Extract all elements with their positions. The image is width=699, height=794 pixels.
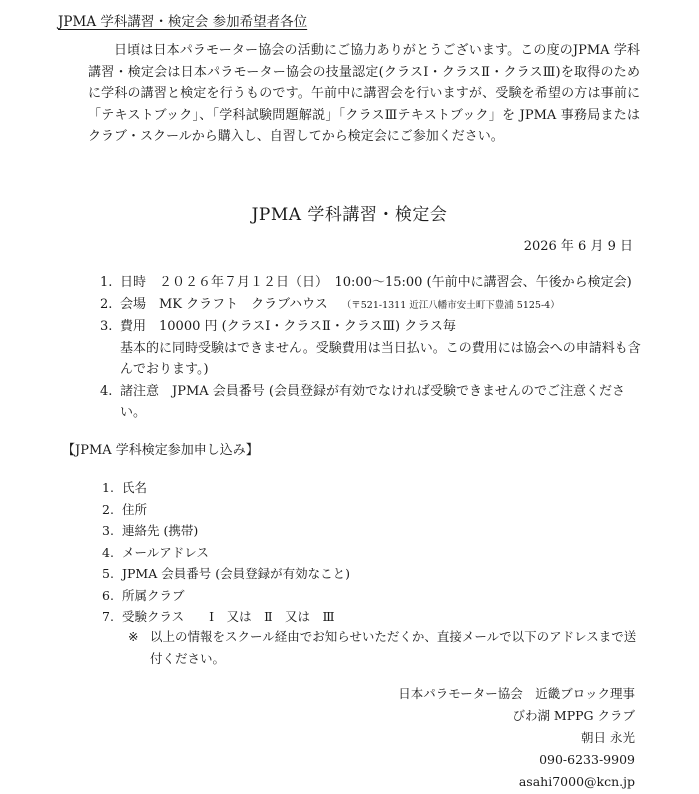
document-header: JPMA 学科講習・検定会 参加希望者各位 <box>58 14 308 30</box>
item-text: 連絡先 (携帯) <box>122 523 199 538</box>
list-item <box>102 542 642 564</box>
page-title: JPMA 学科講習・検定会 <box>251 205 448 225</box>
item-number: 2. <box>102 501 114 517</box>
item-text: 住所 <box>122 501 148 517</box>
item-number: 7. <box>102 609 114 624</box>
detail-number: 4. <box>100 383 113 399</box>
application-section-title: 【JPMA 学科検定参加申し込み】 <box>62 443 259 458</box>
item-number: 3. <box>102 523 114 538</box>
list-item <box>102 585 642 607</box>
item-text: JPMA 会員番号 (会員登録が有効なこと) <box>122 566 350 581</box>
note-mark: ※ <box>128 629 139 644</box>
detail-item-venue <box>100 294 645 317</box>
detail-body <box>120 316 645 381</box>
list-item <box>102 606 642 628</box>
detail-number: 2. <box>100 296 113 312</box>
intro-paragraph: 日頃は日本パラモーター協会の活動にご協力ありがとうございます。この度のJPMA 学科講習・検定会は日本パラモーター協会の技量認定(クラスⅠ・クラスⅡ・クラスⅢ)を取得のために学科の講習と検定を行うものです。午前中に講習会を行いますが、受験を希望の方は事前に「テキストブック」、「学科試験問題解説」「クラスⅢテキストブック」を JPMA 事務局またはクラブ・スクールから購入し、自習してから検定会にご参加ください。 <box>88 43 640 144</box>
note-text: 以上の情報をスクール経由でお知らせいただくか、直接メールで以下のアドレスまで送付ください。 <box>150 629 637 666</box>
item-text: 所属クラブ <box>122 587 185 603</box>
document-date: 2026 年 6 月 9 日 <box>523 239 633 254</box>
signature-email: asahi7000@kcn.jp <box>518 774 635 789</box>
signature-block <box>398 683 635 793</box>
venue-address: （〒521-1311 近江八幡市安土町下豊浦 5125-4） <box>341 299 560 311</box>
application-fields-list <box>102 477 642 628</box>
list-item <box>102 499 642 521</box>
signature-organization: 日本パラモーター協会 近畿ブロック理事 <box>398 686 635 701</box>
detail-subtext: 基本的に同時受験はできません。受験費用は当日払い。この費用には協会への申請料も含んでおります。) <box>120 340 641 377</box>
item-number: 4. <box>102 544 114 560</box>
detail-text: 会場 MK クラフト クラブハウス <box>120 296 328 312</box>
item-text: 受験クラス Ⅰ 又は Ⅱ 又は Ⅲ <box>122 609 335 624</box>
detail-text: 日時 ２０２６年７月１２日（日） 10:00～15:00 (午前中に講習会、午後から検定会) <box>120 275 632 290</box>
item-text: メールアドレス <box>122 544 209 560</box>
list-item <box>102 520 642 542</box>
detail-number: 3. <box>100 319 113 334</box>
detail-text: 費用 10000 円 (クラスⅠ・クラスⅡ・クラスⅢ) クラス毎 <box>120 319 456 334</box>
detail-item-datetime <box>100 272 645 294</box>
item-number: 5. <box>102 566 114 581</box>
item-number: 1. <box>102 480 114 495</box>
detail-text: 諸注意 JPMA 会員番号 (会員登録が有効でなければ受験できませんのでご注意ください。 <box>120 383 625 420</box>
item-number: 6. <box>102 587 114 603</box>
detail-body <box>120 294 645 317</box>
detail-item-fee <box>100 316 645 381</box>
event-details-list <box>100 272 645 424</box>
signature-club: びわ湖 MPPG クラブ <box>512 708 635 723</box>
submission-note <box>128 626 643 669</box>
item-text: 氏名 <box>122 480 148 495</box>
list-item <box>102 563 642 585</box>
detail-item-notes <box>100 381 645 424</box>
signature-name: 朝日 永光 <box>581 730 635 745</box>
list-item <box>102 477 642 499</box>
detail-number: 1. <box>100 275 113 290</box>
signature-phone: 090-6233-9909 <box>539 752 635 767</box>
